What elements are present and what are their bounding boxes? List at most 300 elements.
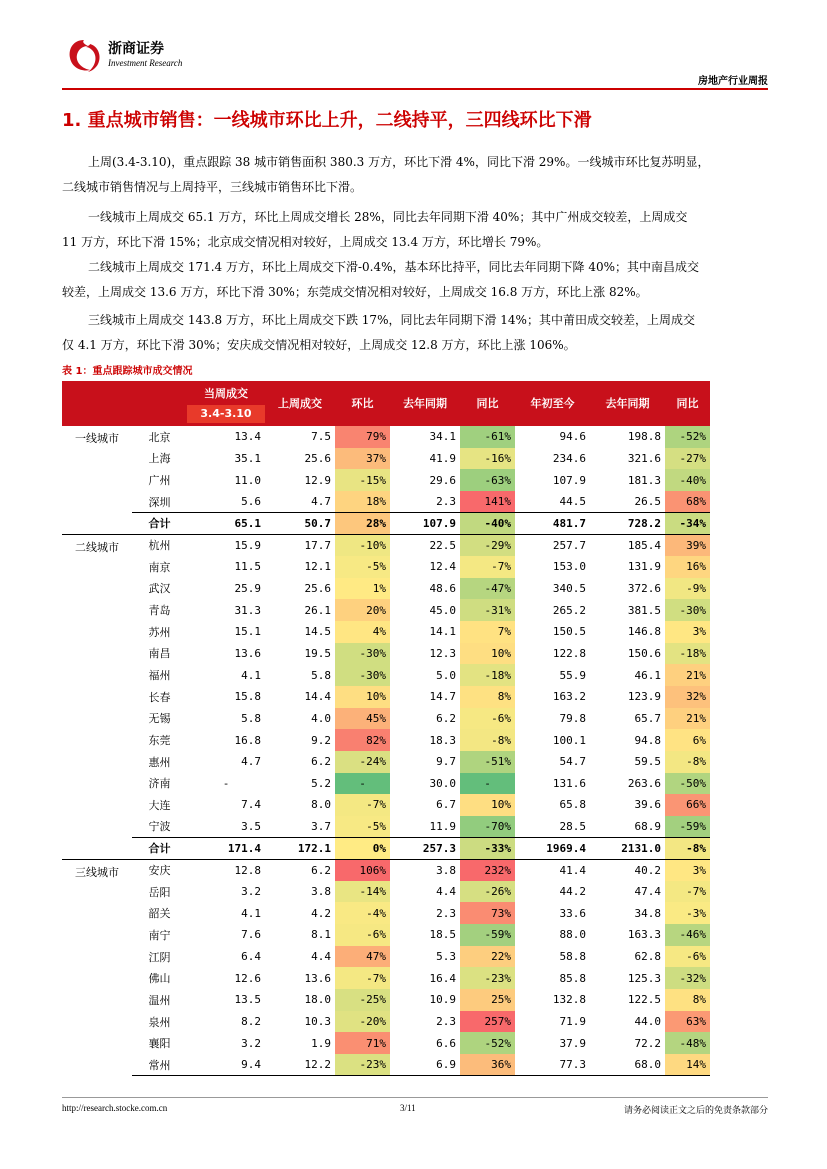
table-row (62, 967, 710, 989)
table-cell: 1% (335, 578, 390, 600)
brand-name: 浙商证券 (108, 41, 164, 57)
table-cell: 55.9 (559, 668, 586, 682)
table-header-cell: 年初至今 (515, 381, 590, 426)
city-tier-label: 三线城市 (62, 859, 132, 1076)
table-cell: 19.5 (304, 646, 331, 660)
total-cell: 107.9 (390, 513, 460, 535)
table-cell: 5.8 (311, 668, 331, 682)
table-cell: 37% (335, 448, 390, 470)
table-cell: 9.2 (311, 733, 331, 747)
total-row (62, 837, 710, 859)
table-cell: 63% (665, 1011, 710, 1033)
header-blank (62, 381, 132, 426)
table-cell: 6% (665, 729, 710, 751)
page-header (62, 34, 768, 90)
table-cell: 198.8 (627, 430, 661, 444)
table-cell: 5.0 (436, 668, 456, 682)
table-cell: 79.8 (559, 711, 586, 725)
table-row (62, 1054, 710, 1076)
table-cell: 8% (460, 686, 515, 708)
table-cell: 17.7 (304, 538, 331, 552)
table-cell: 44.2 (559, 885, 586, 899)
city-name: 泉州 (148, 1015, 171, 1029)
table-cell: 31.3 (234, 603, 261, 617)
table-cell: 3% (665, 859, 710, 881)
table-cell: -6% (665, 946, 710, 968)
table-cell: 16.4 (429, 971, 456, 985)
total-row (62, 513, 710, 535)
table-cell: -7% (460, 556, 515, 578)
table-cell: -61% (460, 426, 515, 448)
table-row (62, 708, 710, 730)
table-caption: 表 1：重点跟踪城市成交情况 (62, 366, 193, 377)
total-cell: 1969.4 (515, 837, 590, 859)
table-row (62, 773, 710, 795)
table-cell: 4.1 (241, 668, 261, 682)
table-cell: -8% (460, 729, 515, 751)
table-row (62, 816, 710, 838)
table-cell: 185.4 (627, 538, 661, 552)
table-cell: 10.3 (304, 1015, 331, 1029)
total-cell: -33% (460, 837, 515, 859)
table-cell: 340.5 (552, 581, 586, 595)
table-row (62, 621, 710, 643)
table-cell: -9% (665, 578, 710, 600)
table-cell: 6.2 (311, 755, 331, 769)
table-cell: 68.0 (590, 1054, 665, 1076)
table-cell: 381.5 (627, 603, 661, 617)
table-cell: 8.0 (311, 798, 331, 812)
table-cell: 5.6 (241, 495, 261, 509)
table-cell: -18% (665, 643, 710, 665)
table-cell: 21% (665, 664, 710, 686)
table-cell: 4% (335, 621, 390, 643)
table-cell: 22% (460, 946, 515, 968)
table-cell: -30% (335, 664, 390, 686)
table-cell: 106% (335, 859, 390, 881)
table-cell: 11.0 (234, 473, 261, 487)
table-cell: 39.6 (634, 798, 661, 812)
table-cell: -18% (460, 664, 515, 686)
footer-disclaimer: 请务必阅读正文之后的免责条款部分 (623, 1106, 768, 1116)
table-cell: -46% (665, 924, 710, 946)
table-cell: 6.4 (241, 950, 261, 964)
table-cell: 122.8 (552, 646, 586, 660)
table-cell: 71.9 (559, 1015, 586, 1029)
table-row (62, 881, 710, 903)
city-tier-label: 二线城市 (62, 534, 132, 859)
table-cell: 3.8 (436, 863, 456, 877)
table-cell: 123.9 (627, 690, 661, 704)
total-cell: 2131.0 (590, 837, 665, 859)
table-row (62, 686, 710, 708)
table-cell: 40.2 (634, 863, 661, 877)
table-cell: 263.6 (627, 776, 661, 790)
table-cell: 37.9 (559, 1036, 586, 1050)
table-row (62, 664, 710, 686)
table-cell: 41.4 (559, 863, 586, 877)
table-cell: 39% (665, 534, 710, 556)
table-cell: 4.0 (311, 711, 331, 725)
brand-english: Investment Research (108, 58, 183, 68)
table-cell: 9.4 (187, 1054, 265, 1076)
table-cell: 181.3 (627, 473, 661, 487)
city-name: 杭州 (148, 539, 171, 553)
table-cell: 6.6 (436, 1036, 456, 1050)
table-cell: 41.9 (429, 451, 456, 465)
table-cell: 153.0 (552, 560, 586, 574)
table-cell: 7.5 (311, 430, 331, 444)
table-cell: 163.3 (627, 928, 661, 942)
table-cell: -8% (665, 751, 710, 773)
table-cell: -32% (665, 967, 710, 989)
table-cell: 35.1 (234, 451, 261, 465)
total-cell: 0% (335, 837, 390, 859)
table-cell: 3.7 (311, 819, 331, 833)
table-cell: 65.7 (634, 711, 661, 725)
table-cell: -24% (335, 751, 390, 773)
table-header-cell: 去年同期 (390, 381, 460, 426)
table-cell: 257.7 (552, 538, 586, 552)
table-cell: 122.5 (627, 993, 661, 1007)
table-row (62, 556, 710, 578)
paragraph-line: 三线城市上周成交 143.8 万方，环比上周成交下跌 17%，同比去年同期下滑 14%；其中莆田成交较差，上周成交 (88, 313, 695, 327)
table-row (62, 469, 710, 491)
table-cell: 73% (460, 902, 515, 924)
table-cell: 20% (335, 599, 390, 621)
table-cell: 13.4 (234, 430, 261, 444)
table-row (62, 924, 710, 946)
footer-divider (62, 1097, 768, 1098)
paragraph-line: 一线城市上周成交 65.1 万方，环比上周成交增长 28%，同比去年同期下滑 40%；其中广州成交较差，上周成交 (88, 210, 688, 224)
table-cell: 14% (665, 1054, 710, 1076)
table-row (62, 946, 710, 968)
table-cell: 12.8 (234, 863, 261, 877)
table-row (62, 491, 710, 513)
paragraph-line: 较差，上周成交 13.6 万方，环比下滑 30%；东莞成交情况相对较好，上周成交 16.8 万方，环比上涨 82%。 (62, 285, 648, 299)
table-cell: 68% (665, 491, 710, 513)
table-cell: 141% (460, 491, 515, 513)
table-cell: 59.5 (634, 755, 661, 769)
table-row (62, 729, 710, 751)
table-cell: 68.9 (634, 819, 661, 833)
table-cell: 12.3 (429, 646, 456, 660)
table-cell: -7% (335, 967, 390, 989)
table-cell: 72.2 (634, 1036, 661, 1050)
table-cell: 36% (460, 1054, 515, 1076)
table-cell: 4.7 (311, 495, 331, 509)
table-cell: 12.6 (234, 971, 261, 985)
table-cell: 5.2 (311, 776, 331, 790)
total-cell: 65.1 (187, 513, 265, 535)
table-row (62, 599, 710, 621)
table-cell: 54.7 (559, 755, 586, 769)
table-cell: -3% (665, 902, 710, 924)
table-cell: -52% (460, 1032, 515, 1054)
table-cell: -30% (335, 643, 390, 665)
table-cell: -27% (665, 448, 710, 470)
city-name: 深圳 (148, 495, 171, 509)
table-header-cell: 当周成交 3.4-3.10 (187, 381, 265, 426)
table-cell: 146.8 (627, 625, 661, 639)
total-label: 合计 (132, 513, 187, 535)
table-cell: 21% (665, 708, 710, 730)
table-cell: -7% (665, 881, 710, 903)
total-cell: 171.4 (187, 837, 265, 859)
table-cell: 6.9 (390, 1054, 460, 1076)
table-cell: 4.1 (241, 906, 261, 920)
table-cell: 46.1 (634, 668, 661, 682)
table-cell: 7% (460, 621, 515, 643)
table-cell: 131.6 (552, 776, 586, 790)
table-header-cell: 同比 (665, 381, 710, 426)
table-cell: -59% (665, 816, 710, 838)
table-cell: 34.1 (429, 430, 456, 444)
table-cell: 12.4 (429, 560, 456, 574)
table-row (62, 989, 710, 1011)
company-logo-icon (66, 38, 102, 74)
footer-url[interactable]: http://research.stocke.com.cn (62, 1103, 168, 1113)
table-cell: 4.7 (241, 755, 261, 769)
table-cell: 45% (335, 708, 390, 730)
table-cell: 16.8 (234, 733, 261, 747)
table-cell: 13.6 (304, 971, 331, 985)
table-cell: 13.6 (234, 646, 261, 660)
table-cell: 10.9 (429, 993, 456, 1007)
table-cell: 58.8 (559, 950, 586, 964)
table-cell: 26.5 (634, 495, 661, 509)
table-cell: - (335, 773, 390, 795)
city-name: 安庆 (148, 864, 171, 878)
table-cell: -23% (335, 1054, 390, 1076)
page-number: 3/11 (400, 1103, 416, 1113)
table-cell: -14% (335, 881, 390, 903)
city-sales-table (62, 381, 710, 1076)
table-header-cell: 同比 (460, 381, 515, 426)
table-cell: 3.8 (311, 885, 331, 899)
table-cell: 22.5 (429, 538, 456, 552)
city-name: 韶关 (148, 907, 171, 921)
table-cell: 32% (665, 686, 710, 708)
table-cell: 6.2 (436, 711, 456, 725)
table-cell: 8.1 (311, 928, 331, 942)
table-cell: -52% (665, 426, 710, 448)
table-cell: 8% (665, 989, 710, 1011)
table-cell: -6% (460, 708, 515, 730)
table-cell: 265.2 (552, 603, 586, 617)
paragraph-line: 上周(3.4-3.10)，重点跟踪 38 城市销售面积 380.3 万方，环比下滑 4%，同比下滑 29%。一线城市环比复苏明显， (88, 155, 710, 169)
table-cell: 18.3 (429, 733, 456, 747)
table-cell: 45.0 (429, 603, 456, 617)
city-name: 岳阳 (148, 885, 171, 899)
table-cell: 15.8 (234, 690, 261, 704)
city-name: 大连 (148, 798, 171, 812)
table-cell: 94.8 (634, 733, 661, 747)
table-cell: -20% (335, 1011, 390, 1033)
city-name: 苏州 (148, 625, 171, 639)
table-cell: - (222, 776, 230, 790)
report-type: 房地产行业周报 (698, 76, 768, 87)
table-cell: 26.1 (304, 603, 331, 617)
table-cell: -15% (335, 469, 390, 491)
table-cell: 6.7 (436, 798, 456, 812)
paragraph-line: 11 万方，环比下滑 15%；北京成交情况相对较好，上周成交 13.4 万方，环比增长 79%。 (62, 235, 549, 249)
table-cell: 47% (335, 946, 390, 968)
table-cell: 62.8 (634, 950, 661, 964)
city-name: 南昌 (148, 647, 171, 661)
table-cell: 82% (335, 729, 390, 751)
city-tier-label: 一线城市 (75, 432, 119, 445)
table-cell: -25% (335, 989, 390, 1011)
table-cell: 132.8 (552, 993, 586, 1007)
city-name: 长春 (148, 690, 171, 704)
table-cell: - (460, 773, 515, 795)
table-row (62, 578, 710, 600)
table-cell: 30.0 (429, 776, 456, 790)
table-cell: 4.4 (311, 950, 331, 964)
table-header-cell: 去年同期 (590, 381, 665, 426)
table-cell: -50% (665, 773, 710, 795)
table-cell: 28.5 (559, 819, 586, 833)
table-header-cell: 上周成交 (265, 381, 335, 426)
city-name: 广州 (148, 474, 171, 488)
table-cell: -10% (335, 534, 390, 556)
table-row (62, 534, 710, 556)
table-cell: -63% (460, 469, 515, 491)
table-cell: 125.3 (627, 971, 661, 985)
table-cell: 12.2 (265, 1054, 335, 1076)
table-cell: -26% (460, 881, 515, 903)
table-cell: -70% (460, 816, 515, 838)
table-cell: 12.9 (304, 473, 331, 487)
table-row (62, 751, 710, 773)
table-cell: 25.9 (234, 581, 261, 595)
table-cell: -6% (335, 924, 390, 946)
table-cell: -23% (460, 967, 515, 989)
table-cell: 18% (335, 491, 390, 513)
table-cell: 150.5 (552, 625, 586, 639)
city-name: 常州 (132, 1054, 187, 1076)
table-cell: -4% (335, 902, 390, 924)
table-cell: 33.6 (559, 906, 586, 920)
table-cell: 3.2 (241, 885, 261, 899)
table-cell: 25.6 (304, 451, 331, 465)
table-row (62, 643, 710, 665)
table-cell: 131.9 (627, 560, 661, 574)
table-cell: 11.5 (234, 560, 261, 574)
table-cell: 10% (460, 643, 515, 665)
paragraph-line: 二线城市销售情况与上周持平，三线城市销售环比下滑。 (62, 180, 363, 194)
city-name: 北京 (148, 430, 171, 444)
total-cell: -8% (665, 837, 710, 859)
table-cell: 2.3 (436, 906, 456, 920)
header-divider (62, 88, 768, 90)
table-cell: 8.2 (241, 1015, 261, 1029)
table-cell: 5.8 (241, 711, 261, 725)
table-cell: 10% (460, 794, 515, 816)
table-cell: 34.8 (634, 906, 661, 920)
table-cell: 257% (460, 1011, 515, 1033)
table-cell: 5.3 (436, 950, 456, 964)
table-cell: -51% (460, 751, 515, 773)
table-row (62, 1011, 710, 1033)
table-cell: 15.1 (234, 625, 261, 639)
city-name: 武汉 (148, 582, 171, 596)
city-name: 宁波 (148, 820, 171, 834)
table-cell: 14.1 (429, 625, 456, 639)
table-cell: 29.6 (429, 473, 456, 487)
table-cell: 3.2 (241, 1036, 261, 1050)
table-cell: 44.0 (634, 1015, 661, 1029)
table-cell: 18.5 (429, 928, 456, 942)
table-cell: 163.2 (552, 690, 586, 704)
table-row (62, 426, 710, 448)
table-cell: 150.6 (627, 646, 661, 660)
table-cell: -29% (460, 534, 515, 556)
total-cell: 50.7 (265, 513, 335, 535)
table-cell: 48.6 (429, 581, 456, 595)
table-cell: -31% (460, 599, 515, 621)
table-cell: 7.4 (241, 798, 261, 812)
table-cell: 66% (665, 794, 710, 816)
table-cell: 4.2 (311, 906, 331, 920)
total-label: 合计 (132, 837, 187, 859)
table-cell: 1.9 (311, 1036, 331, 1050)
city-name: 温州 (148, 993, 171, 1007)
table-cell: 25.6 (304, 581, 331, 595)
table-cell: 11.9 (429, 819, 456, 833)
total-cell: -34% (665, 513, 710, 535)
table-cell: -48% (665, 1032, 710, 1054)
table-cell: 234.6 (552, 451, 586, 465)
table-cell: 100.1 (552, 733, 586, 747)
table-cell: -47% (460, 578, 515, 600)
city-name: 襄阳 (148, 1037, 171, 1051)
table-cell: 7.6 (241, 928, 261, 942)
city-name: 南宁 (148, 928, 171, 942)
table-cell: 232% (460, 859, 515, 881)
paragraph-line: 二线城市上周成交 171.4 万方，环比上周成交下滑-0.4%，基本环比持平，同比去年同期下降 40%；其中南昌成交 (88, 260, 700, 274)
table-cell: 25% (460, 989, 515, 1011)
table-cell: -5% (335, 556, 390, 578)
table-row (62, 902, 710, 924)
section-title: 1. 重点城市销售：一线城市环比上升，二线持平，三四线环比下滑 (62, 110, 592, 131)
total-cell: 257.3 (390, 837, 460, 859)
city-name: 东莞 (148, 734, 171, 748)
table-cell: 14.7 (429, 690, 456, 704)
table-cell: 372.6 (627, 581, 661, 595)
table-cell: 94.6 (559, 430, 586, 444)
total-cell: 28% (335, 513, 390, 535)
table-cell: 3.5 (241, 819, 261, 833)
table-cell: 4.4 (436, 885, 456, 899)
table-cell: -59% (460, 924, 515, 946)
table-cell: -30% (665, 599, 710, 621)
paragraph-line: 仅 4.1 万方，环比下滑 30%；安庆成交情况相对较好，上周成交 12.8 万方，环比上涨 106%。 (62, 338, 576, 352)
table-row (62, 859, 710, 881)
table-cell: -7% (335, 794, 390, 816)
table-cell: -40% (665, 469, 710, 491)
table-cell: 77.3 (515, 1054, 590, 1076)
table-row (62, 1032, 710, 1054)
city-name: 南京 (148, 560, 171, 574)
city-name: 青岛 (148, 604, 171, 618)
table-cell: -5% (335, 816, 390, 838)
table-cell: 2.3 (436, 1015, 456, 1029)
total-cell: 481.7 (515, 513, 590, 535)
table-cell: 10% (335, 686, 390, 708)
table-cell: 88.0 (559, 928, 586, 942)
